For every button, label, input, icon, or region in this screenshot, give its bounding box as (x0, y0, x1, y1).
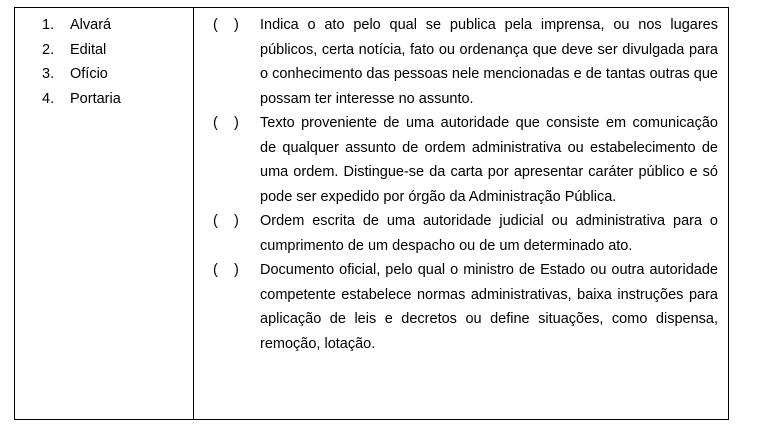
option-item (15, 87, 193, 112)
definition-item (194, 209, 728, 258)
options-list (15, 13, 193, 111)
option-number: 3. (42, 66, 55, 82)
definition-text: Texto proveniente de uma autoridade que consiste em comunicação de qualquer assunto de ordem administrativa ou estabelecimento de uma ordem. Distingue-se da carta por apresentar caráter público e só pode ser expedido por órgão da Administração Pública. (260, 115, 718, 205)
option-label: Portaria (70, 90, 121, 107)
option-item (15, 62, 193, 87)
definition-text: Documento oficial, pelo qual o ministro de Estado ou outra autoridade competente estabelece normas administrativas, baixa instruções para aplicação de leis e decretos ou define situações, como dispensa, remoção, lotação. (260, 262, 718, 352)
definitions-list (194, 13, 728, 356)
definition-item (194, 258, 728, 356)
matching-table (14, 7, 729, 420)
definition-text: Ordem escrita de uma autoridade judicial ou administrativa para o cumprimento de um despacho ou de um determinado ato. (260, 213, 718, 254)
answer-blank[interactable]: ( ) (213, 17, 239, 33)
option-label: Ofício (70, 66, 108, 82)
definition-text: Indica o ato pelo qual se publica pela imprensa, ou nos lugares públicos, certa notícia, fato ou ordenança que deve ser divulgada para o conhecimento das pessoas nele mencionadas e de tantas outras que possam ter interesse no assunto. (260, 17, 718, 107)
answer-blank[interactable]: ( ) (213, 115, 239, 131)
answer-blank[interactable]: ( ) (213, 213, 239, 229)
answer-blank[interactable]: ( ) (213, 262, 239, 278)
definition-item (194, 111, 728, 209)
option-label: Edital (70, 41, 107, 58)
option-item (15, 38, 193, 63)
option-item (15, 13, 193, 38)
option-label: Alvará (70, 17, 112, 33)
option-number: 2. (42, 41, 55, 58)
option-number: 4. (42, 90, 55, 107)
option-number: 1. (42, 17, 55, 33)
definition-item (194, 13, 728, 111)
